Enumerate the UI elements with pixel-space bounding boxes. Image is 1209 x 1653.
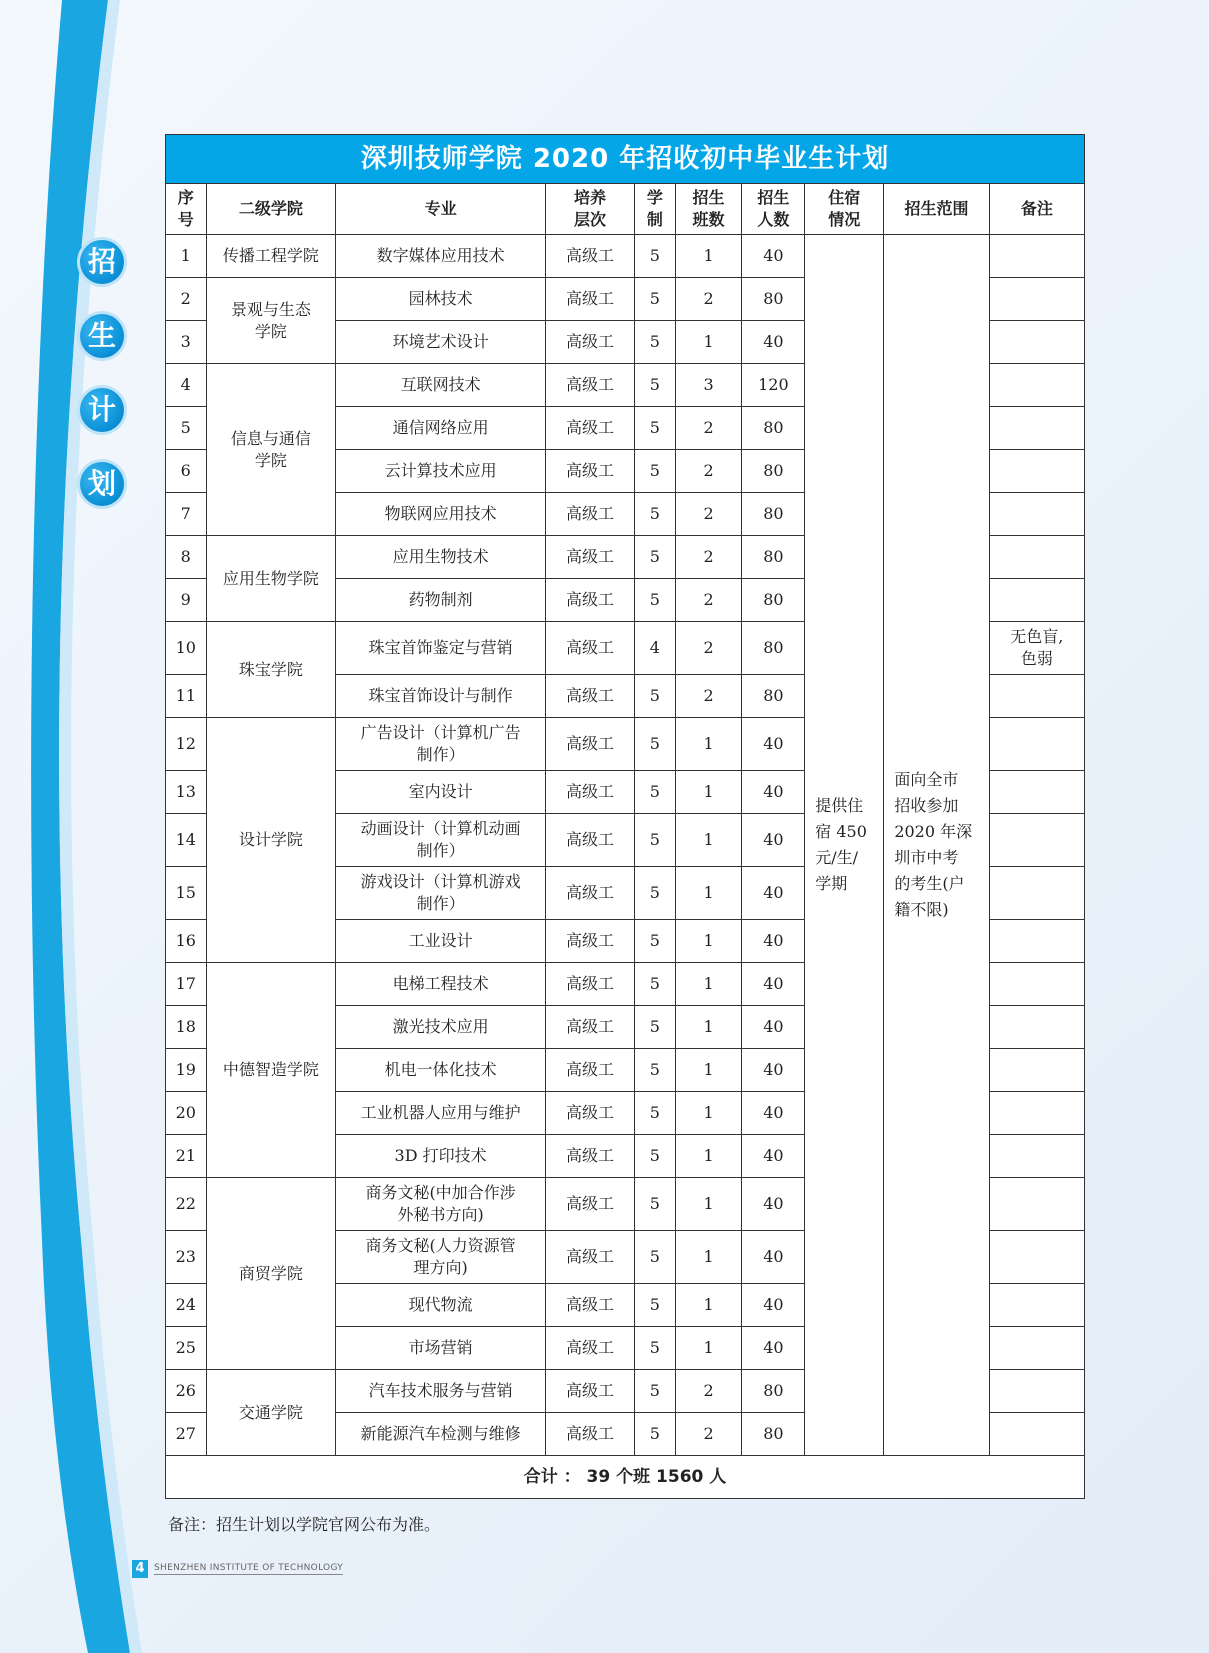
cell-line: 新能源汽车检测与维修 [360,1424,521,1443]
cell-line: 面向全市 [894,770,959,789]
row-number: 7 [166,493,207,536]
level-cell: 高级工 [545,1231,634,1284]
students-cell: 80 [742,536,805,579]
remark-cell [989,1370,1084,1413]
title-char: 划 [80,462,124,506]
row-number: 23 [166,1231,207,1284]
classes-cell: 1 [675,321,742,364]
students-cell: 80 [742,675,805,718]
college-cell: 商贸学院 [206,1178,336,1370]
students-cell: 40 [742,1284,805,1327]
level-cell: 高级工 [545,675,634,718]
header-major: 专业 [336,184,546,235]
page-number: 4 [132,1560,148,1578]
cell-line: 云计算技术应用 [384,461,497,480]
row-number: 16 [166,920,207,963]
students-cell: 40 [742,814,805,867]
classes-cell: 2 [675,1370,742,1413]
classes-cell: 1 [675,1284,742,1327]
row-number: 5 [166,407,207,450]
years-cell: 5 [635,364,676,407]
row-number: 17 [166,963,207,1006]
level-cell: 高级工 [545,1178,634,1231]
years-cell: 5 [635,1231,676,1284]
major-cell [336,278,546,321]
years-cell: 5 [635,321,676,364]
title-char: 生 [80,314,124,358]
students-cell: 80 [742,1370,805,1413]
remark-cell [989,1135,1084,1178]
major-cell [336,536,546,579]
students-cell: 40 [742,963,805,1006]
level-cell: 高级工 [545,1135,634,1178]
students-cell: 40 [742,1092,805,1135]
level-cell: 高级工 [545,1413,634,1456]
header-row [166,184,1085,235]
table-title-banner: 深圳技师学院 2020 年招收初中毕业生计划 [165,134,1085,183]
years-cell: 5 [635,278,676,321]
level-cell: 高级工 [545,536,634,579]
cell-line: 广告设计（计算机广告 [360,723,521,742]
college-cell: 中德智造学院 [206,963,336,1178]
cell-line: 色弱 [1020,649,1053,668]
cell-line: 的考生(户 [894,874,965,893]
classes-cell: 1 [675,235,742,278]
college-cell [206,364,336,536]
classes-cell: 2 [675,407,742,450]
classes-cell: 1 [675,814,742,867]
classes-cell: 2 [675,1413,742,1456]
classes-cell: 1 [675,1327,742,1370]
cell-line: 提供住 [815,796,864,815]
page-footer [132,1560,343,1578]
college-cell: 珠宝学院 [206,622,336,718]
row-number: 2 [166,278,207,321]
years-cell: 5 [635,1327,676,1370]
row-number: 27 [166,1413,207,1456]
cell-line: 现代物流 [408,1295,473,1314]
classes-cell: 1 [675,867,742,920]
cell-line: 环境艺术设计 [392,332,489,351]
college-cell: 交通学院 [206,1370,336,1456]
years-cell: 5 [635,579,676,622]
major-cell [336,1370,546,1413]
row-number: 25 [166,1327,207,1370]
classes-cell: 1 [675,1049,742,1092]
cell-line: 制作） [416,841,465,860]
classes-cell: 1 [675,1231,742,1284]
students-cell: 80 [742,407,805,450]
remark-cell [989,1413,1084,1456]
level-cell: 高级工 [545,1284,634,1327]
header-years: 学 制 [635,184,676,235]
students-cell: 40 [742,1231,805,1284]
cell-line: 3D 打印技术 [394,1146,487,1165]
classes-cell: 1 [675,771,742,814]
college-cell: 应用生物学院 [206,536,336,622]
college-cell: 设计学院 [206,718,336,963]
remark-cell [989,718,1084,771]
row-number: 3 [166,321,207,364]
classes-cell: 2 [675,536,742,579]
years-cell: 5 [635,867,676,920]
years-cell: 5 [635,814,676,867]
years-cell: 5 [635,450,676,493]
major-cell [336,1284,546,1327]
remark-cell [989,493,1084,536]
row-number: 19 [166,1049,207,1092]
level-cell: 高级工 [545,493,634,536]
students-cell: 40 [742,920,805,963]
years-cell: 5 [635,1049,676,1092]
cell-line: 通信网络应用 [392,418,489,437]
remark-cell [989,450,1084,493]
major-cell [336,235,546,278]
students-cell: 80 [742,450,805,493]
major-cell [336,1231,546,1284]
cell-line: 宿 450 [815,822,867,841]
years-cell: 5 [635,1006,676,1049]
row-number: 8 [166,536,207,579]
row-number: 1 [166,235,207,278]
level-cell: 高级工 [545,1370,634,1413]
years-cell: 5 [635,235,676,278]
row-number: 11 [166,675,207,718]
row-number: 26 [166,1370,207,1413]
major-cell [336,579,546,622]
level-cell: 高级工 [545,920,634,963]
remark-cell [989,1006,1084,1049]
row-number: 14 [166,814,207,867]
cell-line: 珠宝首饰鉴定与营销 [368,638,513,657]
level-cell: 高级工 [545,1049,634,1092]
level-cell: 高级工 [545,278,634,321]
classes-cell: 1 [675,1178,742,1231]
remark-cell [989,622,1084,675]
classes-cell: 1 [675,963,742,1006]
level-cell: 高级工 [545,622,634,675]
row-number: 24 [166,1284,207,1327]
level-cell: 高级工 [545,407,634,450]
total-cell: 合计 ： 39 个班 1560 人 [166,1456,1085,1499]
level-cell: 高级工 [545,1006,634,1049]
title-char: 计 [80,388,124,432]
remark-cell [989,675,1084,718]
remark-cell [989,814,1084,867]
students-cell: 40 [742,235,805,278]
students-cell: 40 [742,1135,805,1178]
row-number: 18 [166,1006,207,1049]
cell-line: 激光技术应用 [392,1017,489,1036]
cell-line: 应用生物技术 [392,547,489,566]
cell-line: 珠宝首饰设计与制作 [368,686,513,705]
students-cell: 80 [742,493,805,536]
cell-line: 外秘书方向) [397,1205,484,1224]
table-row [166,235,1085,278]
vertical-section-title [80,240,124,536]
cell-line: 游戏设计（计算机游戏 [360,872,521,891]
level-cell: 高级工 [545,718,634,771]
level-cell: 高级工 [545,364,634,407]
cell-line: 籍不限) [894,900,949,919]
header-remarks: 备注 [989,184,1084,235]
years-cell: 5 [635,1370,676,1413]
level-cell: 高级工 [545,867,634,920]
header-college: 二级学院 [206,184,336,235]
remark-cell [989,235,1084,278]
level-cell: 高级工 [545,1092,634,1135]
classes-cell: 1 [675,1006,742,1049]
level-cell: 高级工 [545,963,634,1006]
major-cell [336,407,546,450]
students-cell: 40 [742,1327,805,1370]
cell-line: 动画设计（计算机动画 [360,819,521,838]
remark-cell [989,1049,1084,1092]
years-cell: 5 [635,493,676,536]
major-cell [336,1049,546,1092]
level-cell: 高级工 [545,814,634,867]
row-number: 15 [166,867,207,920]
classes-cell: 3 [675,364,742,407]
scope-cell [884,235,989,1456]
row-number: 13 [166,771,207,814]
students-cell: 80 [742,278,805,321]
cell-line: 园林技术 [408,289,473,308]
cell-line: 学院 [254,321,287,341]
cell-line: 圳市中考 [894,848,959,867]
years-cell: 5 [635,1092,676,1135]
students-cell: 40 [742,321,805,364]
years-cell: 5 [635,1135,676,1178]
years-cell: 5 [635,1413,676,1456]
classes-cell: 1 [675,1135,742,1178]
years-cell: 5 [635,771,676,814]
remark-cell [989,364,1084,407]
footnote: 备注：招生计划以学院官网公布为准。 [168,1515,441,1534]
classes-cell: 2 [675,493,742,536]
cell-line: 学院 [254,450,287,470]
college-cell [206,278,336,364]
students-cell: 40 [742,1006,805,1049]
major-cell [336,1006,546,1049]
classes-cell: 2 [675,450,742,493]
cell-line: 物联网应用技术 [384,504,497,523]
row-number: 9 [166,579,207,622]
cell-line: 汽车技术服务与营销 [368,1381,513,1400]
classes-cell: 2 [675,579,742,622]
students-cell: 80 [742,622,805,675]
header-housing: 住宿 情况 [805,184,884,235]
students-cell: 40 [742,718,805,771]
major-cell [336,1135,546,1178]
major-cell [336,450,546,493]
row-number: 20 [166,1092,207,1135]
cell-line: 2020 年深 [894,822,973,841]
cell-line: 商务文秘(人力资源管 [365,1236,516,1255]
housing-cell [805,235,884,1456]
cell-line: 制作） [416,894,465,913]
college-cell: 传播工程学院 [206,235,336,278]
cell-line: 学期 [815,874,848,893]
total-row [166,1456,1085,1499]
cell-line: 招收参加 [894,796,959,815]
years-cell: 5 [635,675,676,718]
remark-cell [989,1178,1084,1231]
cell-line: 市场营销 [408,1338,473,1357]
remark-cell [989,407,1084,450]
classes-cell: 2 [675,675,742,718]
students-cell: 40 [742,1049,805,1092]
remark-cell [989,1327,1084,1370]
classes-cell: 2 [675,622,742,675]
cell-line: 元/生/ [815,848,859,867]
cell-line: 数字媒体应用技术 [376,246,505,265]
cell-line: 工业设计 [408,931,473,950]
years-cell: 5 [635,920,676,963]
header-scope: 招生范围 [884,184,989,235]
students-cell: 120 [742,364,805,407]
major-cell [336,1092,546,1135]
row-number: 21 [166,1135,207,1178]
cell-line: 药物制剂 [408,590,473,609]
years-cell: 5 [635,718,676,771]
major-cell [336,321,546,364]
classes-cell: 1 [675,718,742,771]
years-cell: 5 [635,407,676,450]
cell-line: 室内设计 [408,782,473,801]
students-cell: 40 [742,771,805,814]
header-level: 培养 层次 [545,184,634,235]
row-number: 4 [166,364,207,407]
row-number: 12 [166,718,207,771]
cell-line: 电梯工程技术 [392,974,489,993]
cell-line: 机电一体化技术 [384,1060,497,1079]
students-cell: 80 [742,579,805,622]
remark-cell [989,321,1084,364]
major-cell [336,1178,546,1231]
major-cell [336,920,546,963]
row-number: 22 [166,1178,207,1231]
years-cell: 5 [635,536,676,579]
remark-cell [989,771,1084,814]
cell-line: 商务文秘(中加合作涉 [365,1183,516,1202]
level-cell: 高级工 [545,235,634,278]
students-cell: 80 [742,1413,805,1456]
remark-cell [989,867,1084,920]
cell-line: 工业机器人应用与维护 [360,1103,521,1122]
enrollment-plan-sheet [165,134,1085,1499]
remark-cell [989,1231,1084,1284]
years-cell: 4 [635,622,676,675]
row-number: 6 [166,450,207,493]
institution-name: SHENZHEN INSTITUTE OF TECHNOLOGY [154,1563,344,1573]
level-cell: 高级工 [545,321,634,364]
major-cell [336,771,546,814]
major-cell [336,1413,546,1456]
remark-cell [989,1092,1084,1135]
cell-line: 景观与生态 [230,299,311,319]
header-no: 序 号 [166,184,207,235]
years-cell: 5 [635,1284,676,1327]
years-cell: 5 [635,963,676,1006]
cell-line: 理方向) [413,1258,468,1277]
header-students: 招生 人数 [742,184,805,235]
table-body [166,235,1085,1456]
classes-cell: 1 [675,1092,742,1135]
major-cell [336,814,546,867]
major-cell [336,364,546,407]
major-cell [336,675,546,718]
remark-cell [989,579,1084,622]
major-cell [336,963,546,1006]
major-cell [336,622,546,675]
header-classes: 招生 班数 [675,184,742,235]
students-cell: 40 [742,867,805,920]
level-cell: 高级工 [545,450,634,493]
level-cell: 高级工 [545,771,634,814]
years-cell: 5 [635,1178,676,1231]
cell-line: 信息与通信 [230,428,311,448]
cell-line: 无色盲, [1010,627,1064,646]
major-cell [336,1327,546,1370]
major-cell [336,718,546,771]
level-cell: 高级工 [545,1327,634,1370]
remark-cell [989,1284,1084,1327]
remark-cell [989,278,1084,321]
level-cell: 高级工 [545,579,634,622]
remark-cell [989,963,1084,1006]
major-cell [336,493,546,536]
cell-line: 制作） [416,745,465,764]
enrollment-plan-table [165,183,1085,1499]
major-cell [336,867,546,920]
cell-line: 互联网技术 [400,375,481,394]
classes-cell: 1 [675,920,742,963]
title-char: 招 [80,240,124,284]
row-number: 10 [166,622,207,675]
remark-cell [989,536,1084,579]
remark-cell [989,920,1084,963]
classes-cell: 2 [675,278,742,321]
students-cell: 40 [742,1178,805,1231]
